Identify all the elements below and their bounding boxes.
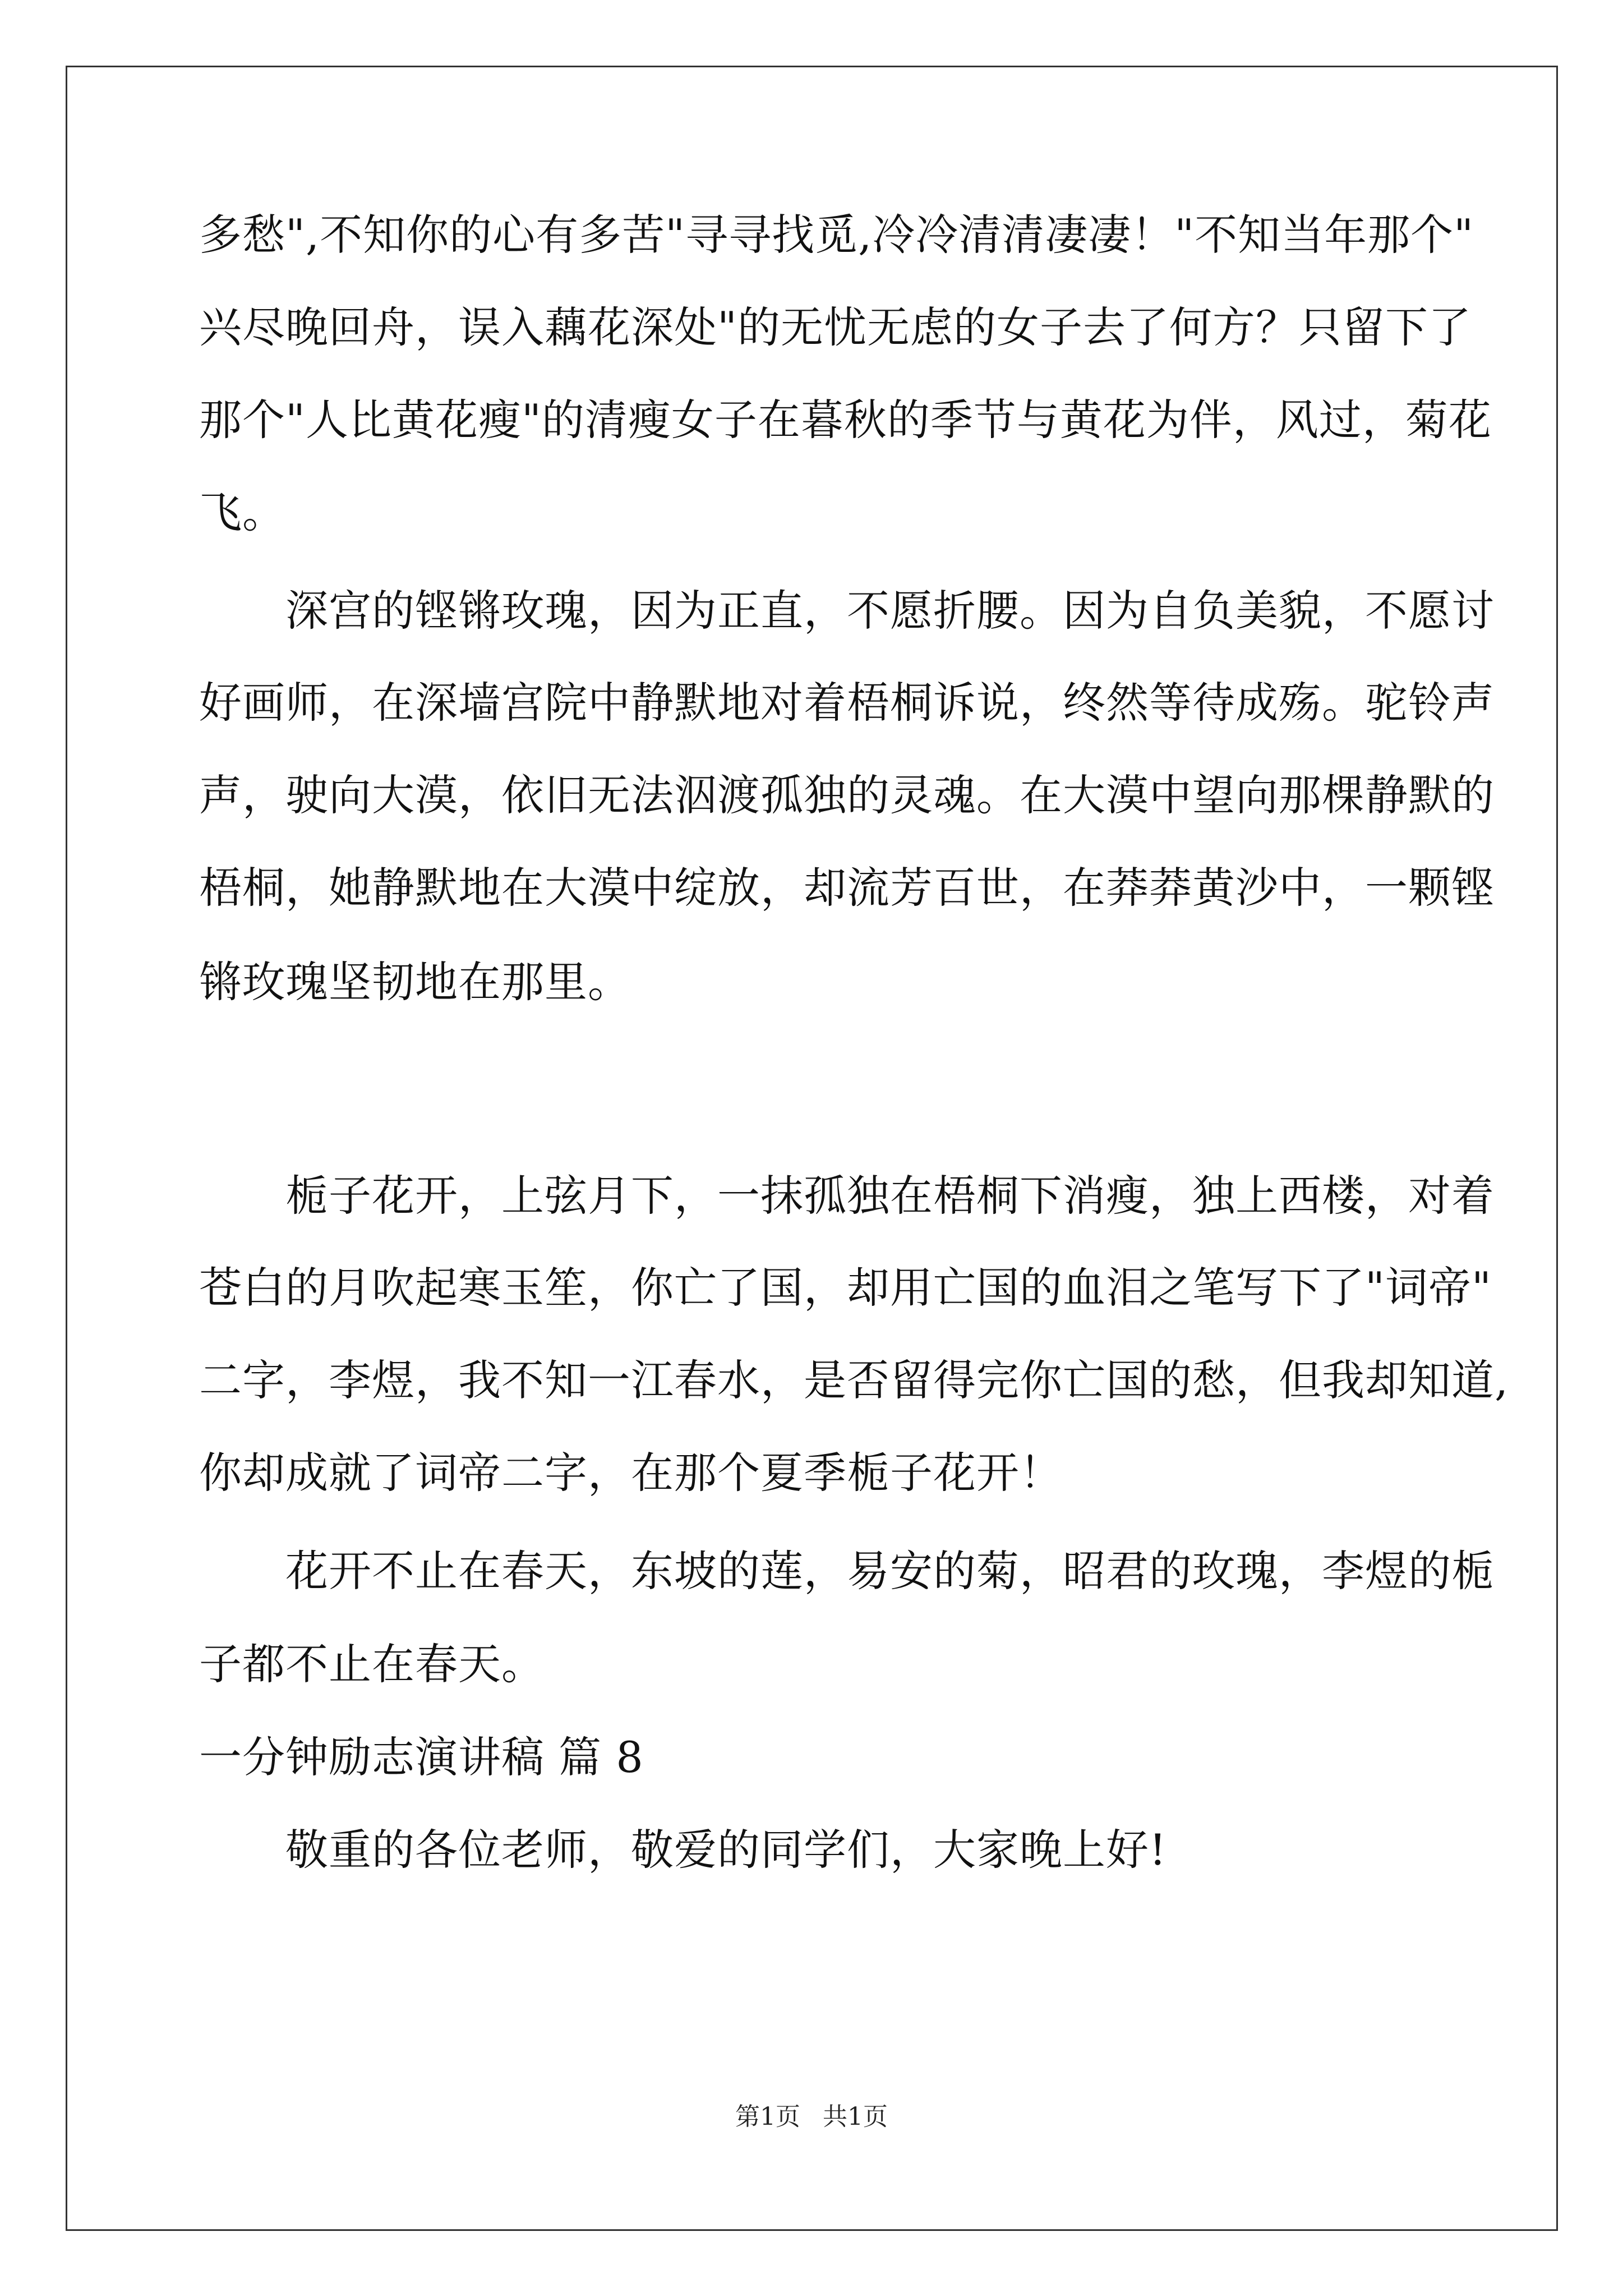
text-line: 声，驶向大漠，依旧无法泅渡孤独的灵魂。在大漠中望向那棵静默的 <box>199 770 1495 820</box>
text-line: 深宫的铿锵玫瑰，因为正直，不愿折腰。因为自负美貌，不愿讨 <box>199 586 1495 636</box>
page-footer <box>0 2101 1623 2133</box>
text-line: 栀子花开，上弦月下，一抹孤独在梧桐下消瘦，独上西楼，对着 <box>199 1171 1495 1221</box>
page-number: 第1页 <box>735 2102 800 2131</box>
text-line: 兴尽晚回舟，误入藕花深处"的无忧无虑的女子去了何方？只留下了 <box>199 302 1472 352</box>
text-line: 子都不止在春天。 <box>199 1639 545 1689</box>
text-line: 敬重的各位老师，敬爱的同学们，大家晚上好! <box>199 1825 1167 1875</box>
text-line: 苍白的月吹起寒玉笙，你亡了国，却用亡国的血泪之笔写下了"词帝" <box>199 1263 1492 1313</box>
text-line: 多愁",不知你的心有多苦"寻寻找觅,冷冷清清凄凄！"不知当年那个" <box>199 210 1474 260</box>
text-line: 你却成就了词帝二字，在那个夏季栀子花开！ <box>199 1448 1063 1498</box>
text-line: 好画师，在深墙宫院中静默地对着梧桐诉说，终然等待成殇。驼铃声 <box>199 678 1495 728</box>
text-line: 梧桐，她静默地在大漠中绽放，却流芳百世，在莽莽黄沙中，一颗铿 <box>199 863 1495 913</box>
section-heading: 一分钟励志演讲稿 篇 8 <box>199 1732 644 1782</box>
text-line: 那个"人比黄花瘦"的清瘦女子在暮秋的季节与黄花为伴，风过，菊花 <box>199 395 1492 445</box>
text-line: 飞。 <box>199 487 285 537</box>
page-frame <box>66 66 1558 2231</box>
page-total: 共1页 <box>823 2102 888 2131</box>
text-line: 二字，李煜，我不知一江春水，是否留得完你亡国的愁，但我却知道, <box>199 1355 1509 1405</box>
text-line: 锵玫瑰坚韧地在那里。 <box>199 957 631 1007</box>
text-line: 花开不止在春天，东坡的莲，易安的菊，昭君的玫瑰，李煜的栀 <box>199 1546 1495 1596</box>
